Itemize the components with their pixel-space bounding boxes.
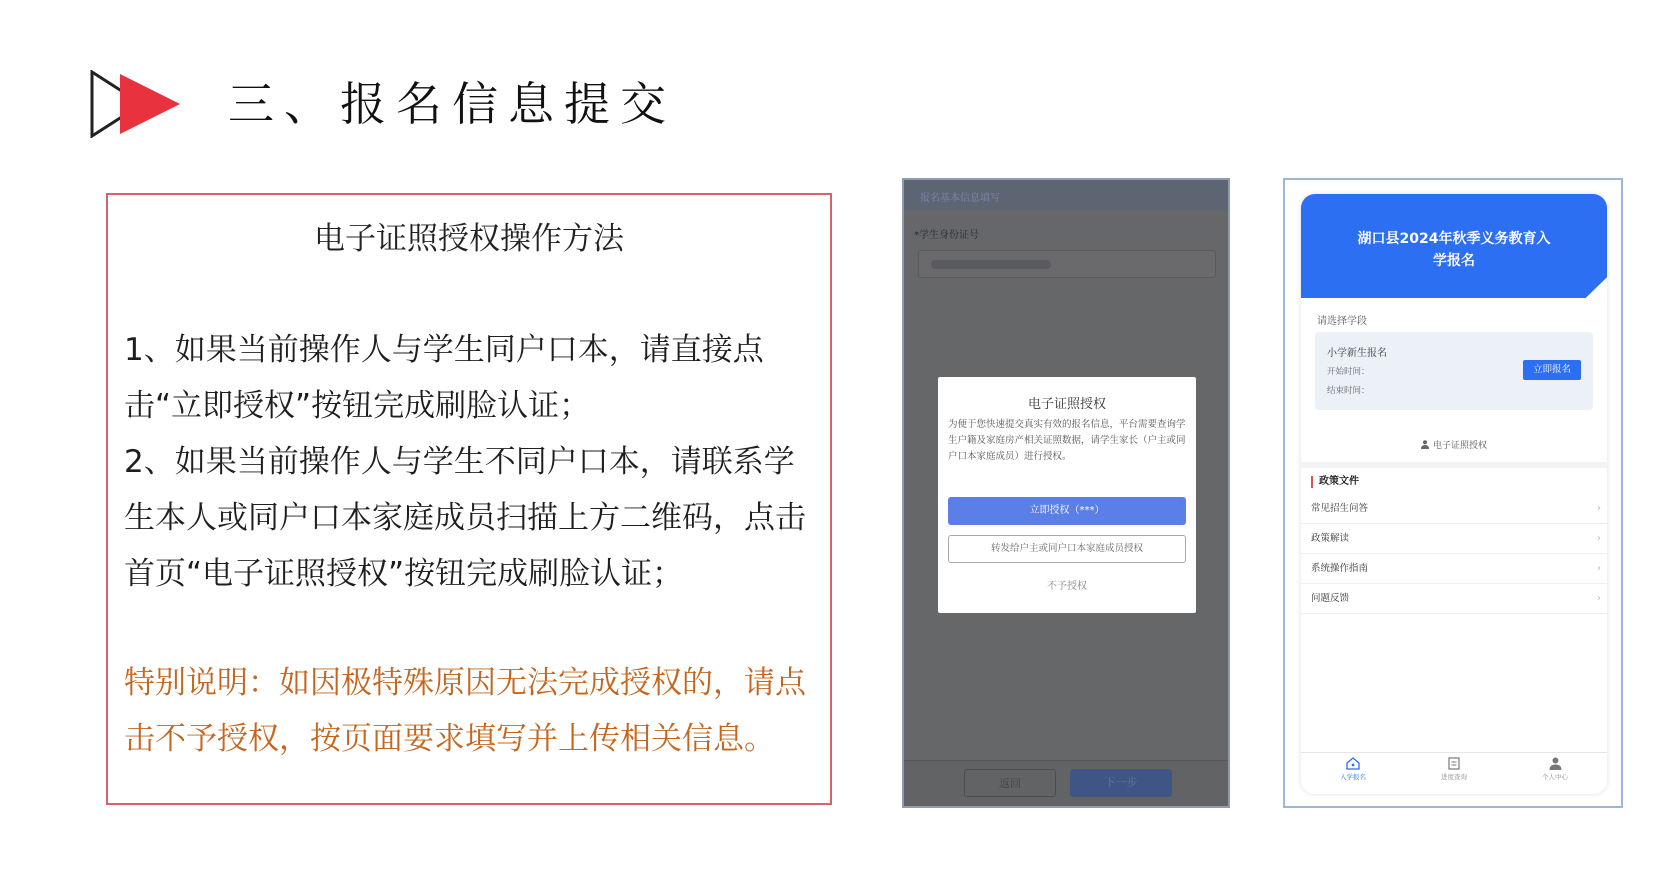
instruction-step-1: 1、如果当前操作人与学生同户口本，请直接点击“立即授权”按钮完成刷脸认证；	[124, 332, 764, 424]
back-button[interactable]: 返回	[964, 769, 1056, 797]
deny-auth-button[interactable]: 不予授权	[1047, 581, 1087, 592]
next-button[interactable]: 下一步	[1070, 769, 1172, 797]
policy-list	[1301, 494, 1607, 614]
card-title: 小学新生报名	[1327, 348, 1387, 359]
list-item[interactable]	[1301, 494, 1607, 524]
chevron-right-icon: ›	[1597, 503, 1601, 514]
user-icon	[1549, 757, 1562, 770]
phone-screenshot-home	[1283, 178, 1623, 808]
user-icon	[1421, 440, 1429, 449]
forward-auth-button[interactable]: 转发给户主或同户口本家庭成员授权	[948, 535, 1186, 563]
authorize-now-button[interactable]: 立即授权（***）	[948, 497, 1186, 525]
tab-profile[interactable]	[1515, 757, 1595, 781]
document-icon	[1448, 757, 1460, 770]
list-item-label: 常见招生问答	[1311, 503, 1369, 514]
modal-text: 为便于您快速提交真实有效的报名信息，平台需要查询学生户籍及家庭房产相关证照数据，请学生家长（户主或同户口本家庭成员）进行授权。	[948, 419, 1186, 462]
end-time-label: 结束时间：	[1327, 386, 1370, 396]
list-item[interactable]	[1301, 584, 1607, 614]
id-number-input[interactable]	[918, 250, 1216, 278]
special-note: 特别说明：如因极特殊原因无法完成授权的，请点击不予授权，按页面要求填写并上传相关信息。	[124, 665, 806, 757]
list-item-label: 系统操作指南	[1311, 563, 1369, 574]
chevron-right-icon: ›	[1597, 563, 1601, 574]
form-header-title: 报名基本信息填写	[920, 193, 1000, 204]
auth-modal	[938, 377, 1196, 613]
tab-progress[interactable]	[1414, 757, 1494, 781]
banner-title-text: 湖口县2024年秋季义务教育入学报名	[1357, 231, 1551, 269]
page-title: 三、报名信息提交	[228, 77, 676, 131]
id-number-label: *学生身份证号	[914, 230, 979, 241]
home-screen	[1301, 194, 1607, 794]
list-item-label: 政策解读	[1311, 533, 1350, 544]
chevron-right-icon: ›	[1597, 533, 1601, 544]
tab-profile-label: 个人中心	[1542, 773, 1568, 781]
blurred-value	[931, 260, 1051, 269]
instruction-step-2: 2、如果当前操作人与学生不同户口本，请联系学生本人或同户口本家庭成员扫描上方二维码，点击首页“电子证照授权”按钮完成刷脸认证；	[124, 444, 806, 592]
play-arrow-icon	[90, 70, 190, 138]
instruction-title: 电子证照授权操作方法	[314, 221, 624, 257]
list-item-label: 问题反馈	[1311, 593, 1350, 604]
form-footer	[904, 760, 1228, 806]
list-item[interactable]	[1301, 524, 1607, 554]
banner-title	[1301, 228, 1607, 272]
enrollment-card	[1315, 332, 1593, 410]
form-header	[904, 180, 1228, 210]
enroll-now-button[interactable]: 立即报名	[1523, 360, 1581, 380]
list-item[interactable]	[1301, 554, 1607, 584]
instruction-steps	[124, 322, 818, 602]
tab-progress-label: 进度查询	[1441, 773, 1467, 781]
chevron-right-icon: ›	[1597, 593, 1601, 604]
instruction-box	[106, 193, 832, 805]
e-license-auth-link[interactable]	[1301, 438, 1607, 451]
phone-screenshot-auth	[902, 178, 1230, 808]
bottom-tab-bar	[1301, 752, 1607, 794]
e-license-auth-label: 电子证照授权	[1432, 441, 1487, 451]
modal-title: 电子证照授权	[1027, 397, 1106, 412]
policy-section-title: 政策文件	[1311, 476, 1359, 488]
select-stage-label: 请选择学段	[1317, 316, 1367, 327]
start-time-label: 开始时间：	[1327, 367, 1370, 377]
home-icon	[1346, 757, 1360, 770]
tab-enrollment-label: 入学报名	[1340, 773, 1366, 781]
tab-enrollment[interactable]	[1313, 757, 1393, 781]
section-divider	[1301, 462, 1607, 468]
